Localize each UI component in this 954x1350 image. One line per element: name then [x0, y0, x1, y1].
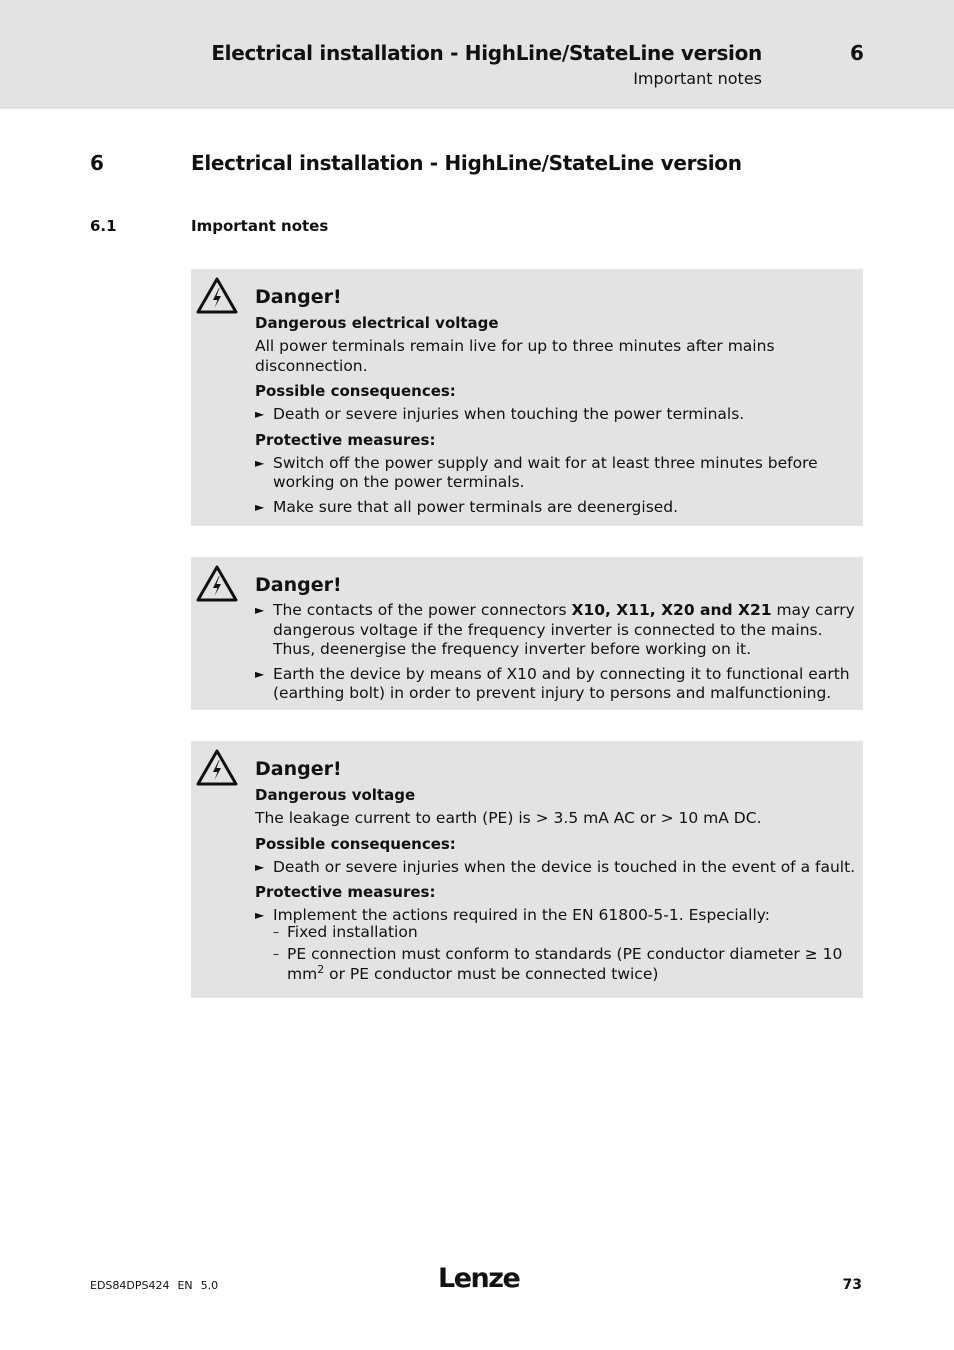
danger-title: Danger! [255, 286, 342, 308]
header-subtitle: Important notes [633, 69, 762, 88]
danger-item: ► Earth the device by means of X10 and by connecting it to functional earth (earthing bolt) in order to prevent injury to persons and malfunctioning. [255, 664, 850, 702]
consequences-label: Possible consequences: [255, 382, 456, 400]
footer-doc-info [90, 1279, 226, 1292]
danger-box-1 [191, 269, 863, 526]
measure-item: ► Make sure that all power terminals are deenergised. [255, 497, 679, 516]
header-title: Electrical installation - HighLine/StateLine version [211, 41, 762, 65]
bullet-icon: ► [255, 499, 265, 514]
electrical-hazard-warning-icon [196, 277, 238, 315]
consequences-label: Possible consequences: [255, 834, 456, 853]
measure-sublist [273, 923, 857, 985]
consequence-item: ► Death or severe injuries when touching the power terminals. [255, 405, 745, 423]
bullet-icon: ► [255, 666, 265, 681]
section-title: Electrical installation - HighLine/StateLine version [191, 151, 742, 175]
bullet-icon: ► [255, 455, 265, 470]
document-id: EDS84DPS424 [90, 1279, 170, 1292]
measure-item: ► Implement the actions required in the EN 61800-5-1. Especially: – Fixed installation – PE connection must conform to standards (PE conductor diameter ≥ 10 $mm^2$ or PE conductor must be connected twice) [255, 906, 857, 984]
electrical-hazard-warning-icon [196, 749, 238, 787]
version: 5.0 [200, 1279, 219, 1292]
hazard-subtitle: Dangerous electrical voltage [255, 314, 499, 332]
bullet-icon: ► [255, 603, 265, 617]
hazard-text: The leakage current to earth (PE) is > 3.5 mA AC or > 10 mA DC. [255, 809, 762, 827]
page-number: 73 [842, 1277, 862, 1293]
subsection-title: Important notes [191, 217, 329, 235]
hazard-text: All power terminals remain live for up to three minutes after mains disconnection. [255, 337, 775, 375]
danger-box-2 [191, 557, 863, 710]
language: EN [177, 1279, 193, 1292]
connector-names: X10, X11, X20 and X21 [571, 601, 772, 619]
page-header [0, 0, 954, 109]
consequence-item: ► Death or severe injuries when the device is touched in the event of a fault. [255, 857, 856, 876]
lenze-logo: Lenze [438, 1263, 520, 1294]
hazard-subtitle: Dangerous voltage [255, 786, 416, 804]
danger-title: Danger! [255, 574, 342, 596]
electrical-hazard-warning-icon [196, 565, 238, 603]
danger-box-3 [191, 741, 863, 998]
measures-label: Protective measures: [255, 430, 436, 449]
section-number: 6 [90, 151, 104, 175]
header-chapter-number: 6 [850, 41, 864, 65]
danger-item: ► The contacts of the power connectors X10, X11, X20 and X21 may carry dangerous voltage if the frequency inverter is connected to the mains. Thus, deenergise the frequency inverter before working on it. [255, 601, 855, 658]
bullet-icon: ► [255, 407, 265, 421]
subsection-number: 6.1 [90, 217, 117, 235]
measures-label: Protective measures: [255, 883, 436, 901]
danger-title: Danger! [255, 758, 342, 780]
sublist-item: – Fixed installation [273, 922, 418, 941]
measure-item: ► Switch off the power supply and wait for at least three minutes before working on the power terminals. [255, 453, 818, 491]
sublist-item: – PE connection must conform to standards (PE conductor diameter ≥ 10 $mm^2$ or PE conductor must be connected twice) [273, 945, 843, 983]
bullet-icon: ► [255, 908, 265, 922]
bullet-icon: ► [255, 859, 265, 874]
